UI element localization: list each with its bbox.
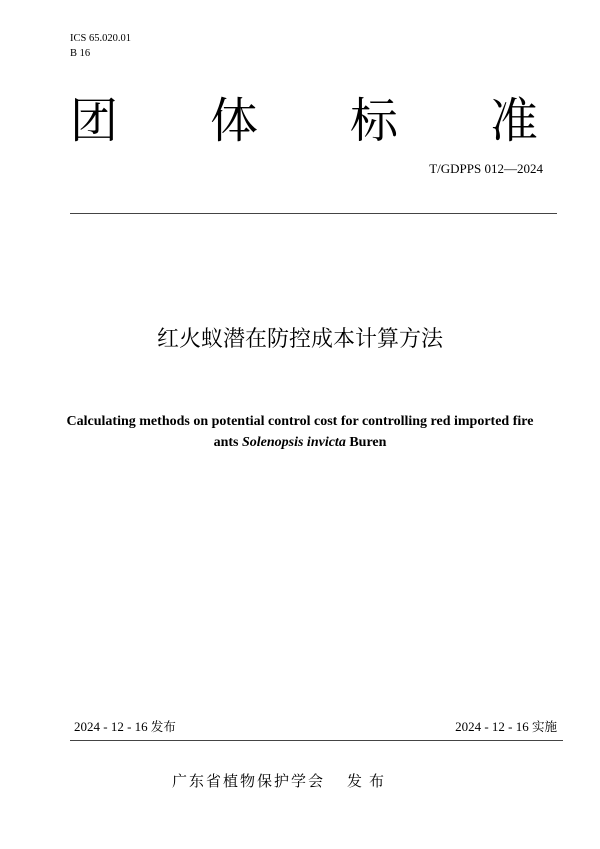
standard-type-banner: [70, 93, 538, 149]
banner-char-4: 准: [489, 93, 538, 149]
release-date-label: 发布: [150, 719, 176, 734]
standard-number: T/GDPPS 012—2024: [429, 161, 543, 176]
header-divider: [70, 213, 557, 214]
ics-code: ICS 65.020.01: [70, 33, 131, 44]
effective-date: [455, 719, 557, 735]
issuer-action: 发布: [347, 772, 392, 790]
release-date: [74, 719, 176, 735]
effective-date-label: 实施: [531, 719, 557, 734]
ccs-code: B 16: [70, 48, 91, 59]
english-title-line-1: Calculating methods on potential control cost for controlling red imported fire: [66, 414, 534, 429]
issuer-organization: 广东省植物保护学会: [172, 772, 326, 790]
release-date-value: 2024 - 12 - 16: [74, 719, 148, 734]
english-title-suffix: Buren: [345, 435, 387, 450]
effective-date-value: 2024 - 12 - 16: [455, 719, 529, 734]
banner-char-1: 团: [70, 93, 119, 149]
issuer-line: [172, 771, 391, 791]
english-title-prefix: ants: [213, 435, 242, 450]
english-title: [40, 411, 560, 453]
banner-char-3: 标: [349, 93, 398, 149]
footer-divider: [70, 740, 563, 741]
banner-char-2: 体: [209, 93, 258, 149]
chinese-title: 红火蚁潜在防控成本计算方法: [156, 327, 443, 352]
english-title-line-2: [40, 432, 560, 453]
species-name: Solenopsis invicta: [241, 435, 346, 450]
